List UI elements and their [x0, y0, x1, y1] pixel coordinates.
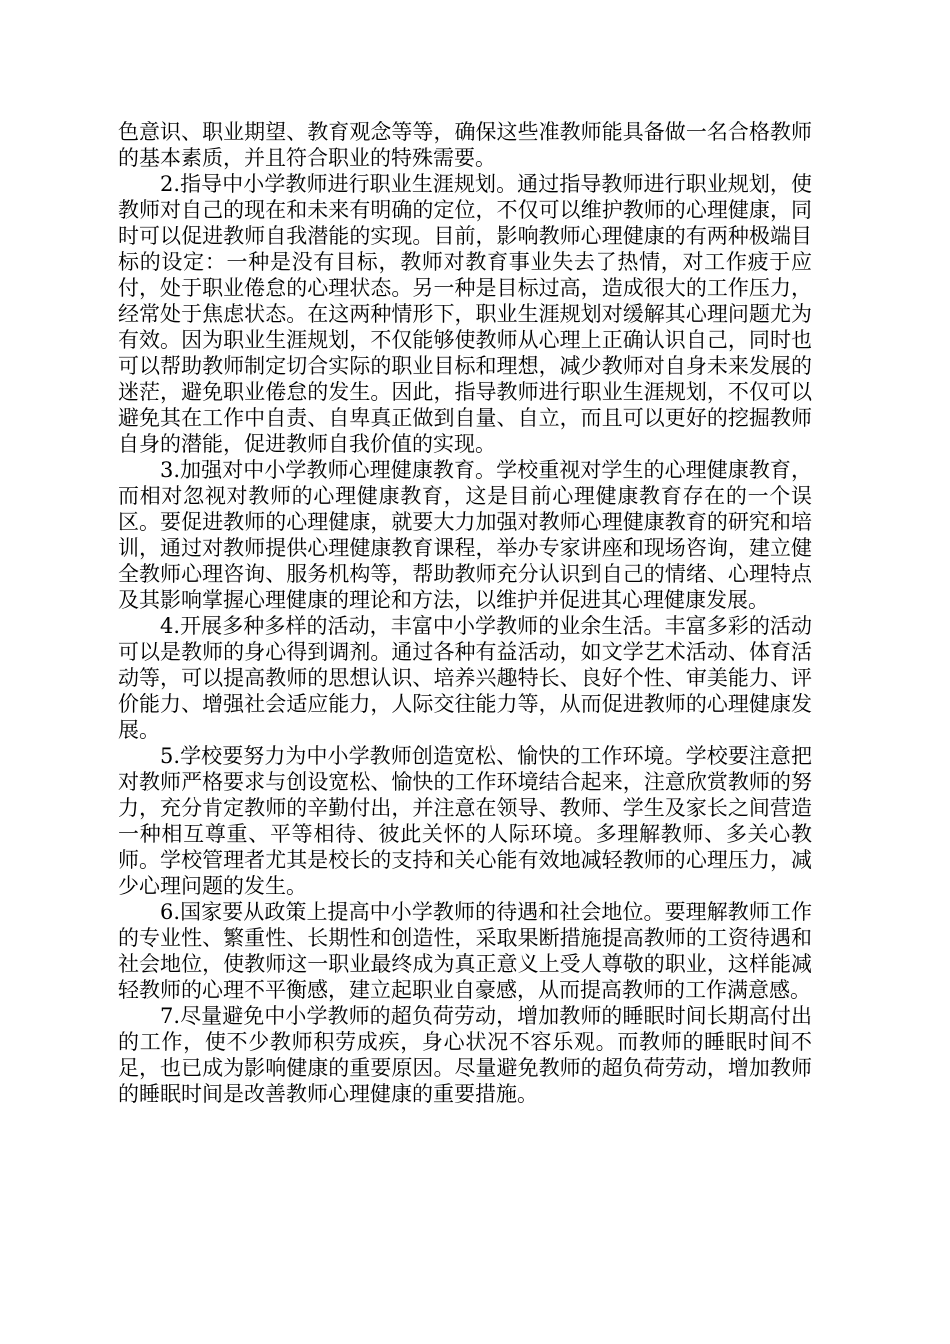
- paragraph-item-4: 4.开展多种多样的活动，丰富中小学教师的业余生活。丰富多彩的活动可以是教师的身心得到调剂。通过各种有益活动，如文学艺术活动、体育活动等，可以提高教师的思想认识、培养兴趣特长、良好个性、审美能力、评价能力、增强社会适应能力，人际交往能力等，从而促进教师的心理健康发展。: [118, 614, 812, 742]
- paragraph-item-6: 6.国家要从政策上提高中小学教师的待遇和社会地位。要理解教师工作的专业性、繁重性、长期性和创造性，采取果断措施提高教师的工资待遇和社会地位，使教师这一职业最终成为真正意义上受人尊敬的职业，这样能减轻教师的心理不平衡感，建立起职业自豪感，从而提高教师的工作满意感。: [118, 900, 812, 1002]
- document-page: [118, 119, 812, 1107]
- paragraph-item-3: 3.加强对中小学教师心理健康教育。学校重视对学生的心理健康教育，而相对忽视对教师的心理健康教育，这是目前心理健康教育存在的一个误区。要促进教师的心理健康，就要大力加强对教师心理健康教育的研究和培训，通过对教师提供心理健康教育课程，举办专家讲座和现场咨询，建立健全教师心理咨询、服务机构等，帮助教师充分认识到自己的情绪、心理特点及其影响掌握心理健康的理论和方法，以维护并促进其心理健康发展。: [118, 458, 812, 612]
- paragraph-item-5: 5.学校要努力为中小学教师创造宽松、愉快的工作环境。学校要注意把对教师严格要求与创设宽松、愉快的工作环境结合起来，注意欣赏教师的努力，充分肯定教师的辛勤付出，并注意在领导、教师、学生及家长之间营造一种相互尊重、平等相待、彼此关怀的人际环境。多理解教师、多关心教师。学校管理者尤其是校长的支持和关心能有效地减轻教师的心理压力，减少心理问题的发生。: [118, 744, 812, 898]
- paragraph-item-7: 7.尽量避免中小学教师的超负荷劳动，增加教师的睡眠时间长期高付出的工作，使不少教师积劳成疾，身心状况不容乐观。而教师的睡眠时间不足，也已成为影响健康的重要原因。尽量避免教师的超负荷劳动，增加教师的睡眠时间是改善教师心理健康的重要措施。: [118, 1004, 812, 1106]
- paragraph-continuation: 色意识、职业期望、教育观念等等，确保这些准教师能具备做一名合格教师的基本素质，并且符合职业的特殊需要。: [118, 120, 812, 170]
- paragraph-item-2: 2.指导中小学教师进行职业生涯规划。通过指导教师进行职业规划，使教师对自己的现在和未来有明确的定位，不仅可以维护教师的心理健康，同时可以促进教师自我潜能的实现。目前，影响教师心理健康的有两种极端目标的设定：一种是没有目标，教师对教育事业失去了热情，对工作疲于应付，处于职业倦怠的心理状态。另一种是目标过高，造成很大的工作压力，经常处于焦虑状态。在这两种情形下，职业生涯规划对缓解其心理问题尤为有效。因为职业生涯规划，不仅能够使教师从心理上正确认识自己，同时也可以帮助教师制定切合实际的职业目标和理想，减少教师对自身未来发展的迷茫，避免职业倦怠的发生。因此，指导教师进行职业生涯规划，不仅可以避免其在工作中自责、自卑真正做到自量、自立，而且可以更好的挖掘教师自身的潜能，促进教师自我价值的实现。: [118, 172, 812, 456]
